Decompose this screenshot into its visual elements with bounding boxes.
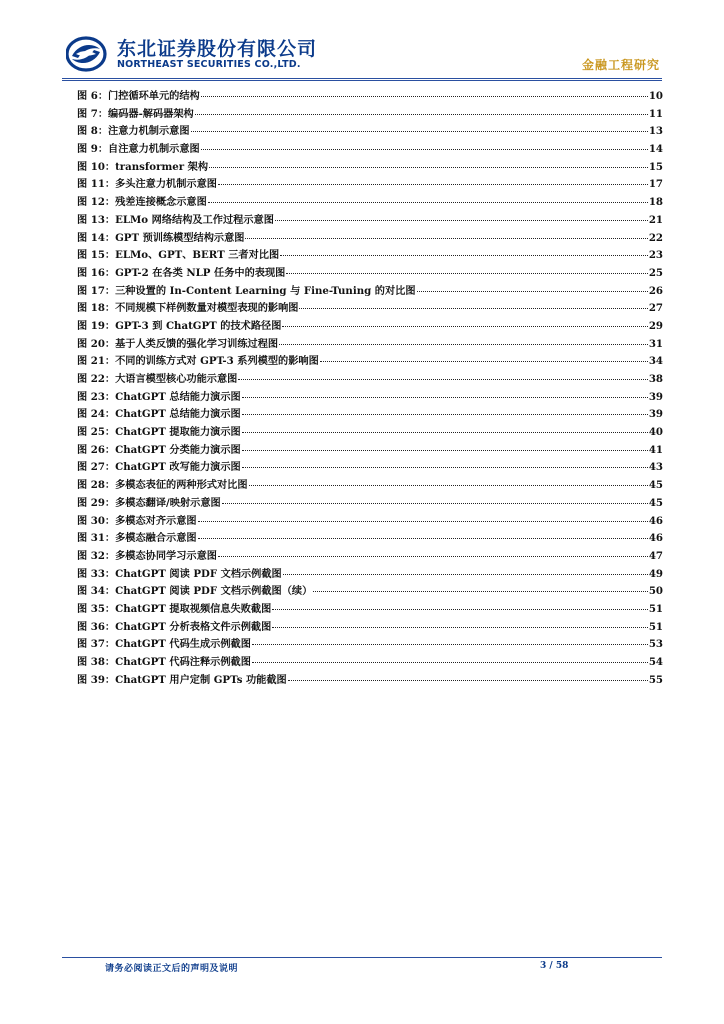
toc-leader-dots <box>209 156 648 168</box>
toc-leader-dots <box>218 545 648 557</box>
toc-leader-dots <box>242 456 648 468</box>
toc-entry-label: 图 17：三种设置的 In-Content Learning 与 Fine-Tuning 的对比图 <box>77 284 416 297</box>
report-section-title: 金融工程研究 <box>581 58 660 72</box>
toc-entry-page: 53 <box>648 638 663 651</box>
toc-leader-dots <box>242 403 648 415</box>
toc-leader-dots <box>242 386 648 398</box>
page-number: 3 / 58 <box>540 961 569 971</box>
toc-entry-page: 10 <box>648 90 663 102</box>
toc-leader-dots <box>198 510 648 522</box>
toc-entry-label: 图 37：ChatGPT 代码生成示例截图 <box>77 638 251 651</box>
toc-leader-dots <box>249 474 648 486</box>
toc-entry-label: 图 24：ChatGPT 总结能力演示图 <box>77 408 241 421</box>
toc-entry-page: 55 <box>648 673 663 686</box>
toc-leader-dots <box>313 580 648 592</box>
toc-entry-page: 40 <box>648 426 663 439</box>
toc-leader-dots <box>218 173 648 185</box>
toc-entry-page: 51 <box>648 602 663 615</box>
toc-entry-page: 25 <box>648 266 663 279</box>
toc-entry-page: 39 <box>648 408 663 421</box>
toc-entry-page: 27 <box>648 302 663 315</box>
toc-leader-dots <box>242 421 648 433</box>
toc-entry-page: 49 <box>648 567 663 580</box>
toc-entry-page: 31 <box>648 337 663 350</box>
toc-leader-dots <box>272 598 648 610</box>
toc-entry-page: 23 <box>648 249 663 262</box>
toc-entry-label: 图 16：GPT-2 在各类 NLP 任务中的表现图 <box>77 266 286 279</box>
toc-entry-page: 54 <box>648 656 663 668</box>
toc-entry-label: 图 33：ChatGPT 阅读 PDF 文档示例截图 <box>77 567 282 580</box>
toc-entry-label: 图 18：不同规模下样例数量对模型表现的影响图 <box>77 302 299 315</box>
toc-entry-page: 18 <box>648 196 663 209</box>
toc-entry-page: 29 <box>648 319 663 332</box>
toc-leader-dots <box>191 120 648 132</box>
toc-entry-page: 14 <box>648 143 663 156</box>
toc-leader-dots <box>288 669 648 681</box>
toc-leader-dots <box>238 368 647 380</box>
toc-leader-dots <box>272 616 648 628</box>
toc-entry-label: 图 20：基于人类反馈的强化学习训练过程图 <box>77 337 279 350</box>
toc-entry-page: 17 <box>648 178 663 191</box>
toc-entry-page: 51 <box>648 620 663 633</box>
toc-entry-page: 21 <box>648 213 663 226</box>
toc-entry-label: 图 6：门控循环单元的结构 <box>77 90 200 102</box>
toc-entry-page: 38 <box>648 373 663 385</box>
footer-disclaimer: 请务必阅读正文后的声明及说明 <box>105 964 239 974</box>
toc-entry-page: 47 <box>648 549 663 562</box>
toc-leader-dots <box>222 492 648 504</box>
toc-entry-page: 45 <box>648 496 663 509</box>
toc-leader-dots <box>242 439 648 451</box>
toc-entry-label: 图 19：GPT-3 到 ChatGPT 的技术路径图 <box>77 319 282 332</box>
toc-entry-label: 图 38：ChatGPT 代码注释示例截图 <box>77 656 251 668</box>
toc-entry-label: 图 7：编码器-解码器架构 <box>77 107 194 120</box>
toc-leader-dots <box>275 209 648 221</box>
toc-leader-dots <box>280 244 648 256</box>
toc-entry-page: 11 <box>648 107 663 120</box>
toc-leader-dots <box>201 138 648 150</box>
toc-entry-label: 图 31：多模态融合示意图 <box>77 532 197 545</box>
toc-entry-label: 图 13：ELMo 网络结构及工作过程示意图 <box>77 213 274 226</box>
toc-entry-label: 图 34：ChatGPT 阅读 PDF 文档示例截图（续） <box>77 585 313 598</box>
company-name-cn: 东北证券股份有限公司 <box>117 38 318 60</box>
toc-entry-label: 图 23：ChatGPT 总结能力演示图 <box>77 390 241 403</box>
toc-entry-page: 34 <box>648 355 663 368</box>
toc-entry-label: 图 8：注意力机制示意图 <box>77 125 190 138</box>
header-divider-thin <box>62 80 662 81</box>
toc-entry-page: 41 <box>648 443 663 456</box>
footer-divider <box>62 957 662 958</box>
toc-leader-dots <box>320 350 648 362</box>
toc-entry-label: 图 22：大语言模型核心功能示意图 <box>77 373 238 385</box>
toc-leader-dots <box>195 103 648 115</box>
toc-entry-label: 图 11：多头注意力机制示意图 <box>77 178 217 191</box>
figure-list <box>77 87 663 688</box>
toc-entry-page: 46 <box>648 514 663 527</box>
toc-entry-page: 46 <box>648 532 663 545</box>
toc-entry-label: 图 30：多模态对齐示意图 <box>77 514 197 527</box>
toc-entry-page: 45 <box>648 479 663 492</box>
header-divider <box>62 78 662 79</box>
toc-leader-dots <box>283 563 648 575</box>
toc-entry-page: 15 <box>648 160 663 173</box>
toc-leader-dots <box>252 633 648 645</box>
toc-entry-page: 26 <box>648 284 663 297</box>
toc-entry-label: 图 10：transformer 架构 <box>77 160 209 173</box>
toc-entry-label: 图 14：GPT 预训练模型结构示意图 <box>77 231 245 244</box>
toc-leader-dots <box>299 297 647 309</box>
toc-entry-label: 图 29：多模态翻译/映射示意图 <box>77 496 221 509</box>
toc-leader-dots <box>282 315 647 327</box>
toc-leader-dots <box>201 85 648 97</box>
toc-entry-label: 图 39：ChatGPT 用户定制 GPTs 功能截图 <box>77 673 287 686</box>
toc-entry-page: 22 <box>648 231 663 244</box>
company-name-en: NORTHEAST SECURITIES CO.,LTD. <box>117 59 301 70</box>
toc-leader-dots <box>208 191 648 203</box>
toc-entry-page: 13 <box>648 125 663 138</box>
toc-leader-dots <box>245 227 647 239</box>
toc-entry-label: 图 36：ChatGPT 分析表格文件示例截图 <box>77 620 272 633</box>
toc-entry-label: 图 9：自注意力机制示意图 <box>77 143 200 156</box>
toc-entry-page: 43 <box>648 461 663 474</box>
toc-leader-dots <box>279 333 648 345</box>
toc-leader-dots <box>198 527 648 539</box>
toc-entry-label: 图 25：ChatGPT 提取能力演示图 <box>77 426 241 439</box>
toc-entry-label: 图 27：ChatGPT 改写能力演示图 <box>77 461 241 474</box>
toc-entry-page: 39 <box>648 390 663 403</box>
toc-leader-dots <box>417 280 648 292</box>
toc-entry-label: 图 26：ChatGPT 分类能力演示图 <box>77 443 241 456</box>
toc-entry-label: 图 21：不同的训练方式对 GPT-3 系列模型的影响图 <box>77 355 319 368</box>
toc-entry-label: 图 28：多模态表征的两种形式对比图 <box>77 479 248 492</box>
toc-entry-page: 50 <box>648 585 663 598</box>
toc-entry-label: 图 35：ChatGPT 提取视频信息失败截图 <box>77 602 272 615</box>
toc-entry-label: 图 12：残差连接概念示意图 <box>77 196 207 209</box>
toc-entry[interactable] <box>77 671 663 689</box>
toc-leader-dots <box>286 262 647 274</box>
northeast-securities-logo-icon <box>66 36 110 72</box>
toc-entry-label: 图 32：多模态协同学习示意图 <box>77 549 217 562</box>
page-header <box>0 0 724 80</box>
toc-entry-label: 图 15：ELMo、GPT、BERT 三者对比图 <box>77 249 280 262</box>
toc-leader-dots <box>252 651 648 663</box>
